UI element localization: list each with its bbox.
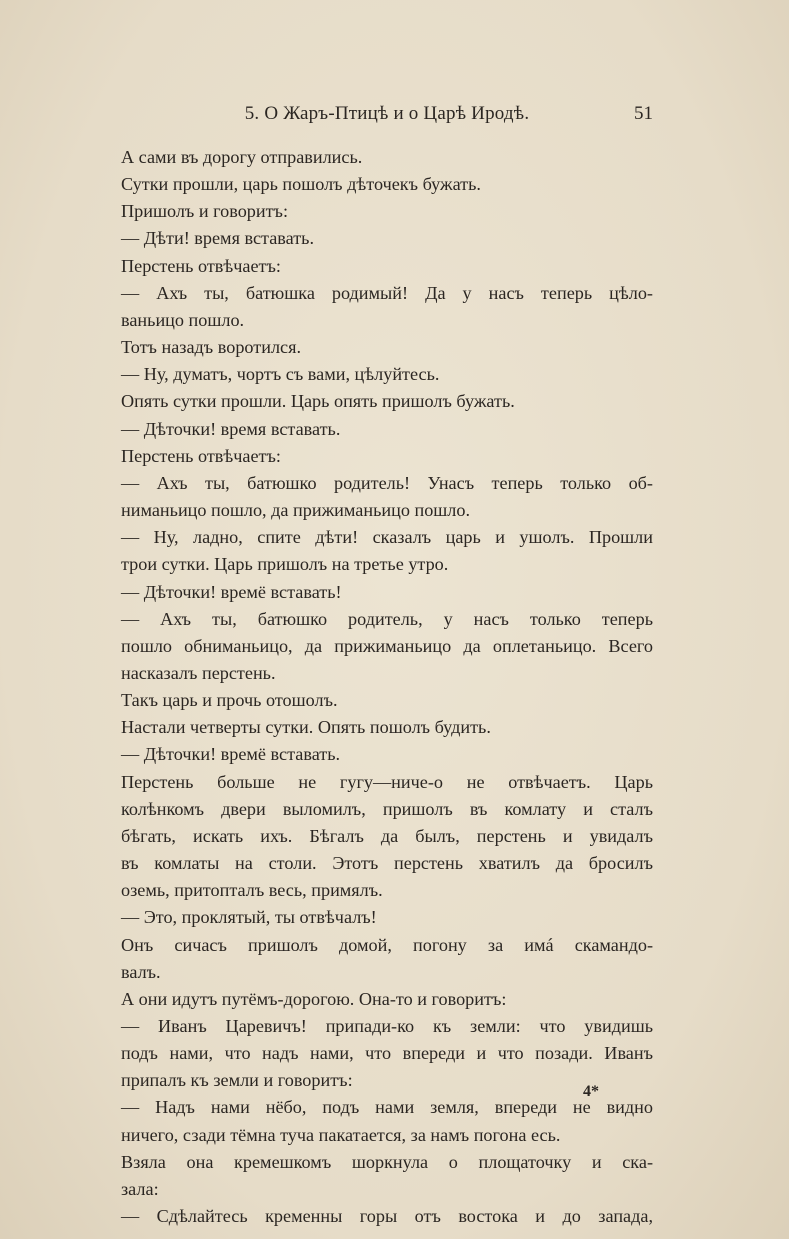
text-line: — Дѣточки! время вставать. xyxy=(121,418,341,439)
text-line: Пришолъ и говоритъ: xyxy=(121,201,289,222)
text-line: Онъ сичасъ пришолъ домой, погону за имá скамандо- xyxy=(121,934,653,955)
text-line: бѣгать, искать ихъ. Бѣгалъ да былъ, перстень и увидалъ xyxy=(121,825,653,846)
signature-mark: 4* xyxy=(583,1083,599,1100)
text-line: оземь, притопталъ весь, примялъ. xyxy=(121,880,383,901)
text-line: насказалъ перстень. xyxy=(121,662,276,683)
text-line: — Сдѣлайтесь кременны горы отъ востока и до запада, xyxy=(121,1206,653,1227)
text-line: — Дѣти! время вставать. xyxy=(121,228,315,249)
text-line: — Ахъ ты, батюшко родитель! Унасъ теперь только об- xyxy=(121,472,653,493)
text-line: — Ахъ ты, батюшка родимый! Да у насъ теперь цѣло- xyxy=(121,282,653,303)
text-line: — Это, проклятый, ты отвѣчалъ! xyxy=(121,907,377,928)
text-line: ничего, сзади тёмна туча пакатается, за намъ погона есь. xyxy=(121,1124,561,1145)
text-line: подъ нами, что надъ нами, что впереди и что позади. Иванъ xyxy=(121,1043,653,1064)
text-line: А сами въ дорогу отправились. xyxy=(121,147,363,167)
text-line: пошло обниманьицо, да прижиманьицо да оплетаньицо. Всего xyxy=(121,635,653,656)
text-line: — Ну, думатъ, чортъ съ вами, цѣлуйтесь. xyxy=(121,364,440,385)
text-line: Такъ царь и прочь отошолъ. xyxy=(121,690,338,711)
text-line: — Надъ нами нёбо, подъ нами земля, впереди не видно xyxy=(121,1097,653,1118)
text-line: Перстень отвѣчаетъ: xyxy=(121,255,281,276)
text-line: зала: xyxy=(121,1178,159,1199)
text-line: Сутки прошли, царь пошолъ дѣточекъ бужать. xyxy=(121,174,481,195)
text-line: Взяла она кремешкомъ шоркнула о площаточку и ска- xyxy=(121,1151,653,1172)
text-line: колѣнкомъ двери выломилъ, пришолъ въ комлату и сталъ xyxy=(121,798,653,819)
running-head: 5. О Жаръ-Птицѣ и о Царѣ Иродѣ. xyxy=(244,103,530,124)
text-line: — Ну, ладно, спите дѣти! сказалъ царь и ушолъ. Прошли xyxy=(121,527,653,548)
text-line: — Ахъ ты, батюшко родитель, у насъ только теперь xyxy=(121,608,653,629)
page-header xyxy=(121,103,653,127)
text-line: Перстень больше не гугу—ниче-о не отвѣчаетъ. Царь xyxy=(121,771,653,792)
text-body xyxy=(121,144,653,1230)
text-line: Настали четверты сутки. Опять пошолъ будить. xyxy=(121,717,491,738)
text-line: трои сутки. Царь пришолъ на третье утро. xyxy=(121,554,449,575)
text-line: — Дѣточки! времё вставать. xyxy=(121,744,341,765)
text-line: Опять сутки прошли. Царь опять пришолъ бужать. xyxy=(121,391,515,412)
text-line: Перстень отвѣчаетъ: xyxy=(121,445,281,466)
text-line: ниманьицо пошло, да прижиманьицо пошло. xyxy=(121,500,471,521)
text-line: — Иванъ Царевичъ! припади-ко къ земли: что увидишь xyxy=(121,1016,653,1036)
text-line: ваньицо пошло. xyxy=(121,309,245,330)
text-line: припалъ къ земли и говоритъ: xyxy=(121,1070,353,1091)
text-line: Тотъ назадъ воротился. xyxy=(121,337,302,358)
text-line: валъ. xyxy=(121,961,161,982)
page-number: 51 xyxy=(634,103,653,124)
text-line: А они идутъ путёмъ-дорогою. Она-то и говоритъ: xyxy=(121,988,507,1009)
text-line: въ комлаты на столи. Этотъ перстень хватилъ да бросилъ xyxy=(121,853,653,874)
text-line: — Дѣточки! времё вставать! xyxy=(121,581,342,602)
